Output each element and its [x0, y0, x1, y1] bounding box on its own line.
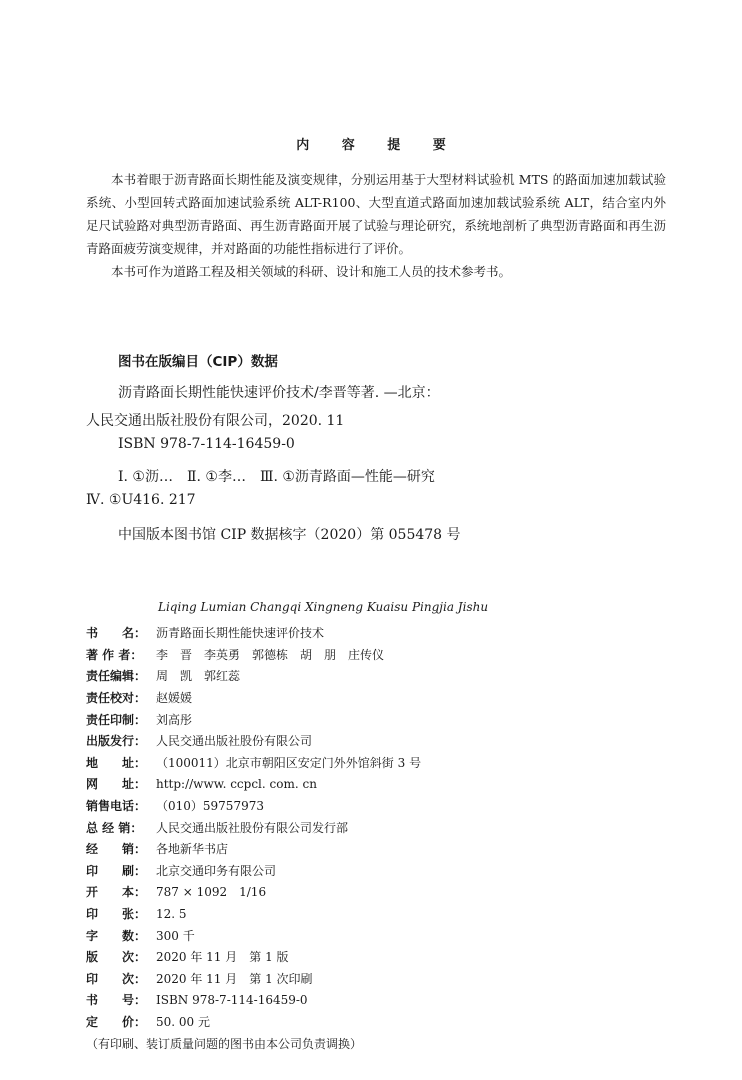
row-value: 人民交通出版社股份有限公司发行部 — [156, 820, 349, 835]
colophon-row — [86, 773, 646, 795]
colophon-row — [86, 665, 646, 687]
row-value: 12. 5 — [156, 906, 187, 921]
colophon-row — [86, 622, 646, 644]
row-label: 责任印制： — [86, 712, 147, 727]
cip-line: Ⅳ. ①U416. 217 — [86, 492, 196, 508]
row-value: 300 千 — [156, 928, 195, 943]
summary-body — [86, 168, 666, 283]
price-value: 50. 00 元 — [156, 1014, 210, 1029]
summary-heading: 内 容 提 要 — [296, 138, 460, 153]
colophon-row — [86, 795, 646, 817]
row-label: 地 址： — [86, 755, 147, 770]
colophon-row — [86, 946, 646, 968]
row-label: 印 刷： — [86, 863, 147, 878]
website-text: http://www. ccpcl. com. cn — [156, 776, 317, 791]
row-label: 印 张： — [86, 907, 147, 922]
cip-line: 人民交通出版社股份有限公司，2020. 11 — [86, 413, 345, 429]
row-label: 版 次： — [86, 950, 147, 965]
colophon-row — [86, 708, 646, 730]
row-value: （010）59757973 — [156, 799, 264, 814]
row-label: 总 经 销： — [86, 820, 143, 835]
colophon-row — [86, 838, 646, 860]
quality-note: （有印刷、装订质量问题的图书由本公司负责调换） — [86, 1036, 363, 1051]
colophon-row — [86, 752, 646, 774]
colophon-row — [86, 903, 646, 925]
colophon-row — [86, 881, 646, 903]
row-value: 北京交通印务有限公司 — [156, 863, 277, 878]
row-label: 印 次： — [86, 971, 147, 986]
colophon-row — [86, 730, 646, 752]
colophon-row — [86, 924, 646, 946]
row-label: 销售电话： — [86, 799, 147, 814]
row-value: 沥青路面长期性能快速评价技术 — [156, 626, 325, 641]
summary-paragraph: 本书可作为道路工程及相关领域的科研、设计和施工人员的技术参考书。 — [111, 264, 512, 279]
row-value: 787 × 1092 1/16 — [156, 885, 267, 900]
row-label: 定 价： — [86, 1014, 147, 1029]
colophon-row — [86, 687, 646, 709]
cip-line: 沥青路面长期性能快速评价技术/李晋等著. —北京： — [118, 385, 440, 401]
row-value: 各地新华书店 — [156, 842, 229, 857]
cip-line: Ⅰ. ①沥… Ⅱ. ①李… Ⅲ. ①沥青路面—性能—研究 — [118, 469, 435, 485]
pinyin-title: Liqing Lumian Changqi Xingneng Kuaisu Pingjia Jishu — [158, 600, 489, 614]
row-value: ISBN 978-7-114-16459-0 — [156, 992, 308, 1007]
row-value: 赵媛媛 — [156, 691, 193, 706]
row-label: 出版发行： — [86, 734, 147, 749]
row-label: 经 销： — [86, 842, 147, 857]
row-label: 书 名： — [86, 626, 147, 641]
colophon-table — [86, 622, 646, 1054]
row-label: 字 数： — [86, 928, 147, 943]
row-value: 李 晋 李英勇 郭德栋 胡 朋 庄传仪 — [156, 647, 385, 662]
cip-title: 图书在版编目（CIP）数据 — [118, 354, 278, 370]
colophon-row — [86, 1011, 646, 1033]
row-label: 书 号： — [86, 993, 147, 1008]
row-label: 网 址： — [86, 777, 147, 792]
row-value: 人民交通出版社股份有限公司 — [156, 734, 313, 749]
row-value: 刘高彤 — [156, 712, 193, 727]
summary-paragraph: 本书着眼于沥青路面长期性能及演变规律，分别运用基于大型材料试验机 MTS 的路面加速加载试验系统、小型回转式路面加速试验系统 ALT-R100、大型直道式路面加速加载试验系统 ALT，结合室内外足尺试验路对典型沥青路面、再生沥青路面开展了试验与理论研究，系统地剖析了典型沥青路面和再生沥青路面疲劳演变规律，并对路面的功能性指标进行了评价。 — [86, 172, 666, 256]
row-value: （100011）北京市朝阳区安定门外外馆斜街 3 号 — [156, 755, 422, 770]
row-label: 责任编辑： — [86, 669, 147, 684]
row-label: 开 本： — [86, 885, 147, 900]
row-value: 2020 年 11 月 第 1 版 — [156, 950, 289, 965]
colophon-row — [86, 968, 646, 990]
row-label: 著 作 者： — [86, 647, 143, 662]
row-label: 责任校对： — [86, 691, 147, 706]
colophon-row — [86, 816, 646, 838]
row-value: 2020 年 11 月 第 1 次印刷 — [156, 971, 313, 986]
cip-line: ISBN 978-7-114-16459-0 — [118, 436, 295, 452]
cip-line: 中国版本图书馆 CIP 数据核字（2020）第 055478 号 — [118, 527, 461, 543]
colophon-row — [86, 644, 646, 666]
colophon-row — [86, 860, 646, 882]
colophon-row — [86, 989, 646, 1011]
row-value: 周 凯 郭红蕊 — [156, 669, 241, 684]
